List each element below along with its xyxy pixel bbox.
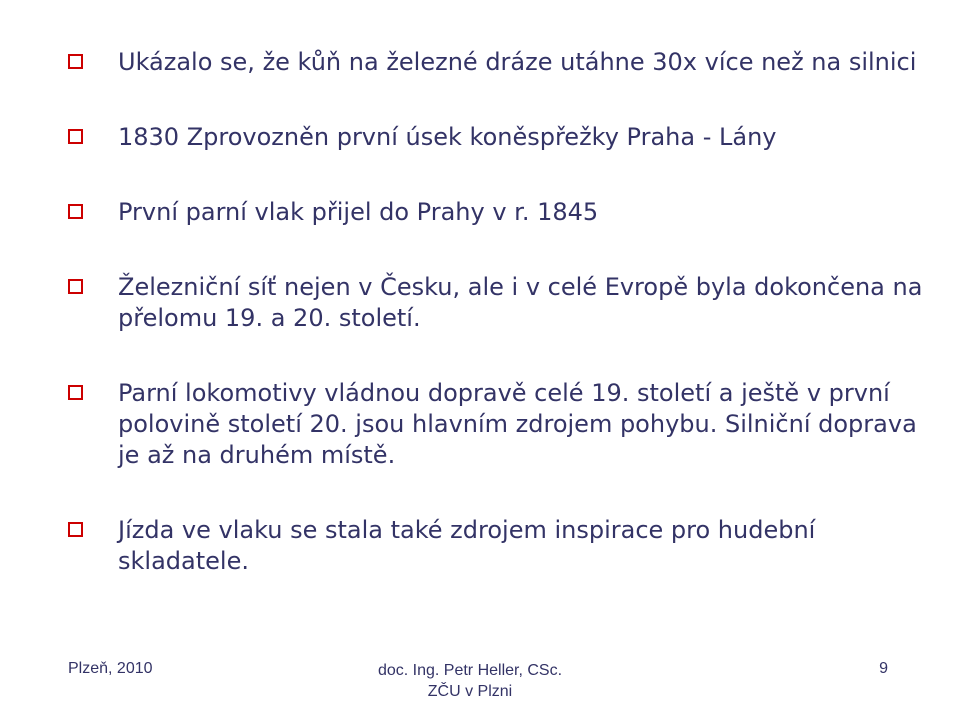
bullet-text: První parní vlak přijel do Prahy v r. 1845 [118, 198, 599, 226]
square-bullet-icon [68, 522, 83, 537]
bullet-text: Parní lokomotivy vládnou dopravě celé 19. století a ještě v první polovině století 20. jsou hlavním zdrojem pohybu. Silniční doprava je až na druhém místě. [118, 379, 917, 469]
square-bullet-icon [68, 129, 83, 144]
footer-institution: ZČU v Plzni [427, 683, 513, 700]
bullet-item [68, 378, 928, 471]
bullet-item [68, 272, 928, 334]
bullet-item [68, 47, 928, 78]
square-bullet-icon [68, 54, 83, 69]
footer-author-name: doc. Ing. Petr Heller, CSc. [377, 662, 563, 679]
bullet-item [68, 122, 928, 153]
bullet-text: 1830 Zprovozněn první úsek koněspřežky Praha - Lány [118, 123, 777, 151]
bullet-item [68, 197, 928, 228]
slide-footer [0, 660, 960, 717]
page-number: 9 [879, 660, 888, 677]
bullet-text: Železniční síť nejen v Česku, ale i v celé Evropě byla dokončena na přelomu 19. a 20. století. [118, 273, 923, 332]
square-bullet-icon [68, 385, 83, 400]
bullet-list [68, 47, 928, 621]
bullet-text: Ukázalo se, že kůň na železné dráze utáhne 30x více než na silnici [118, 48, 917, 76]
footer-author [360, 660, 580, 702]
square-bullet-icon [68, 279, 83, 294]
bullet-text: Jízda ve vlaku se stala také zdrojem inspirace pro hudební skladatele. [118, 516, 816, 575]
footer-place-date: Plzeň, 2010 [68, 660, 153, 677]
bullet-item [68, 515, 928, 577]
square-bullet-icon [68, 204, 83, 219]
